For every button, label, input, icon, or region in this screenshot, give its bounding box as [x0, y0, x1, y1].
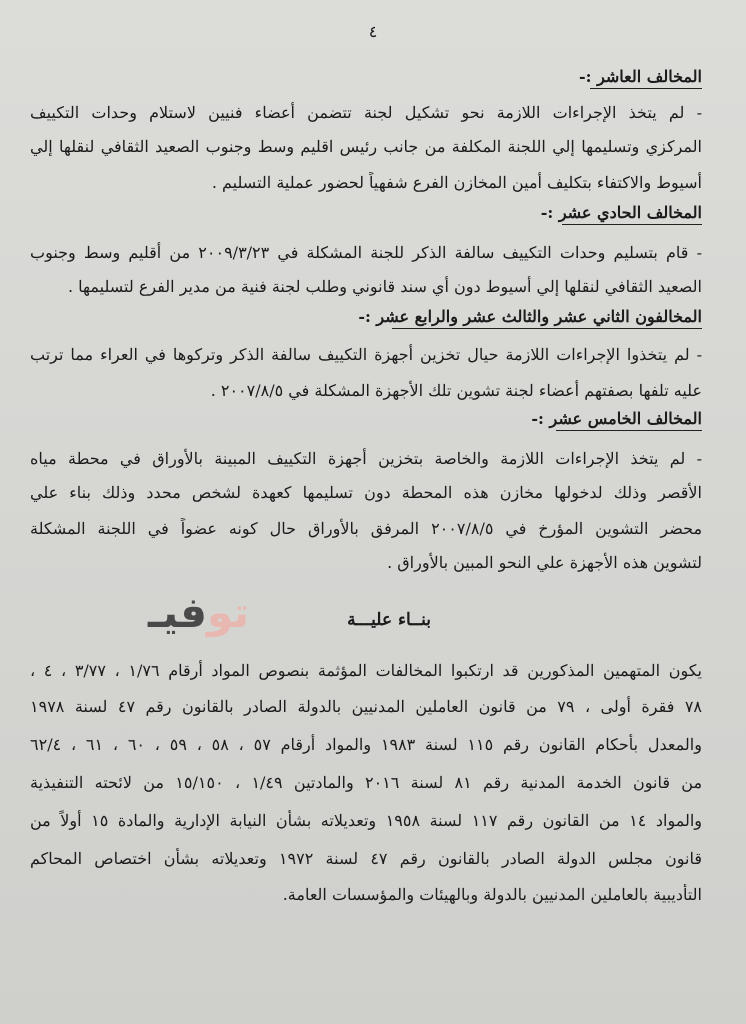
page-number: ٤	[368, 22, 378, 41]
paragraph-line: من قانون الخدمة المدنية رقم ٨١ لسنة ٢٠١٦ والمادتين ١/٤٩ ، ١٥/١٥٠ من لائحته التنفيذية	[30, 773, 702, 792]
paragraph-line: والمواد ١٤ من القانون رقم ١١٧ لسنة ١٩٥٨ وتعديلاته بشأن النيابة الإدارية والمادة ١٥ أولاً من	[30, 811, 702, 830]
logo-part-1: فيـ	[148, 588, 208, 637]
section-15-title: المخالف الخامس عشر :-	[531, 409, 702, 428]
paragraph-line: يكون المتهمين المذكورين قد ارتكبوا المخالفات المؤثمة بنصوص المواد أرقام ١/٧٦ ، ٣/٧٧ ، ٤ ،	[30, 661, 702, 680]
paragraph-line: عليه تلفها بصفتهم أعضاء لجنة تشوين تلك الأجهزة المشكلة في ٢٠٠٧/٨/٥ .	[210, 381, 702, 400]
underline	[590, 88, 702, 89]
paragraph-line: - لم يتخذ الإجراءات اللازمة نحو تشكيل لجنة تتضمن أعضاء فنيين لاستلام وحدات التكييف	[30, 103, 702, 122]
paragraph-line: قانون مجلس الدولة الصادر بالقانون رقم ٤٧ لسنة ١٩٧٢ وتعديلاته بشأن اختصاص المحاكم	[30, 849, 702, 868]
based-on-heading: بنــاء عليـــة	[347, 610, 431, 630]
paragraph-line: محضر التشوين المؤرخ في ٢٠٠٧/٨/٥ المرفق بالأوراق حال كونه عضواً في اللجنة المشكلة	[30, 519, 702, 538]
paragraph-line: والمعدل بأحكام القانون رقم ١١٥ لسنة ١٩٨٣ والمواد أرقام ٥٧ ، ٥٨ ، ٥٩ ، ٦٠ ، ٦١ ، ٦٢/٤	[30, 735, 702, 754]
paragraph-line: أسيوط والاكتفاء بتكليف أمين المخازن الفرع شفهياً لحضور عملية التسليم .	[211, 173, 702, 192]
section-10-title: المخالف العاشر :-	[578, 67, 702, 86]
paragraph-line: المركزي وتسليمها إلي اللجنة المكلفة من جانب رئيس اقليم وسط وجنوب الصعيد الثقافي لنقلها إلي	[30, 137, 702, 156]
watermark-logo	[148, 588, 288, 648]
section-11-title: المخالف الحادي عشر :-	[540, 203, 702, 222]
paragraph-line: لتشوين هذه الأجهزة علي النحو المبين بالأوراق .	[387, 553, 702, 572]
paragraph-line: - لم يتخذوا الإجراءات اللازمة حيال تخزين أجهزة التكييف سالفة الذكر وتركوها في العراء مما ترتب	[30, 345, 702, 364]
paragraph-line: - قام بتسليم وحدات التكييف سالفة الذكر للجنة المشكلة في ٢٠٠٩/٣/٢٣ من أقليم وسط وجنوب	[30, 243, 702, 262]
underline	[562, 224, 702, 225]
underline	[556, 430, 702, 431]
paragraph-line: - لم يتخذ الإجراءات اللازمة والخاصة بتخزين أجهزة التكييف المبينة بالأوراق في محطة مياه	[30, 449, 702, 468]
paragraph-line: الصعيد الثقافي لنقلها إلي أسيوط دون أي سند قانوني وطلب لجنة فنية من مدير الفرع لتسليمها .	[67, 277, 702, 296]
paragraph-line: الأقصر وذلك لدخولها مخازن هذه المحطة دون تسليمها كعهدة لشخص محدد وذلك بناء علي	[30, 483, 702, 502]
section-12-14-title: المخالفون الثاني عشر والثالث عشر والرابع عشر :-	[358, 307, 702, 326]
underline	[392, 328, 702, 329]
logo-part-2: تو	[207, 588, 250, 637]
paragraph-line: التأديبية بالعاملين المدنيين بالدولة وبالهيئات والمؤسسات العامة.	[282, 885, 702, 904]
paragraph-line: ٧٨ فقرة أولى ، ٧٩ من قانون العاملين المدنيين بالدولة الصادر بالقانون رقم ٤٧ لسنة ١٩٧٨	[30, 697, 702, 716]
